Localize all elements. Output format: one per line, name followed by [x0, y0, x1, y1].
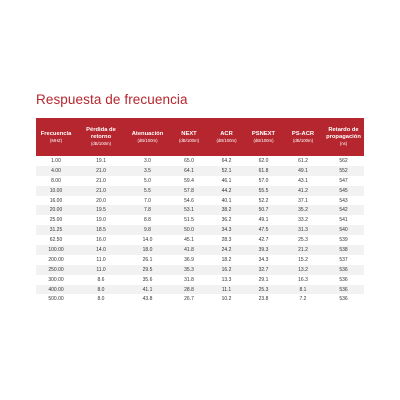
table-cell: 51.5	[184, 217, 194, 224]
table-row	[36, 166, 364, 176]
table-cell: 3.5	[144, 167, 151, 174]
table-cell: 23.8	[258, 296, 269, 303]
column-header-unit: (MHZ)	[49, 137, 63, 143]
table-cell: 14.0	[142, 237, 153, 244]
table-cell: 52.1	[221, 167, 232, 174]
table-cell: 7.8	[144, 207, 151, 214]
table-cell: 47.5	[258, 227, 269, 234]
table-cell: 26.1	[142, 256, 153, 263]
table-cell: 21.0	[96, 177, 106, 184]
table-row	[36, 285, 364, 295]
table-cell: 8.00	[51, 177, 61, 184]
table-cell: 53.1	[184, 207, 194, 214]
table-cell: 36.9	[184, 256, 194, 263]
table-cell: 35.6	[142, 276, 153, 283]
table-cell: 59.4	[184, 177, 194, 184]
table-cell: 10.2	[221, 296, 232, 303]
table-cell: 18.5	[96, 227, 106, 234]
column-header-label: Frecuencia	[40, 130, 72, 137]
table-cell: 21.0	[96, 187, 106, 194]
table-cell: 5.5	[144, 187, 151, 194]
table-cell: 40.1	[221, 197, 232, 204]
table-cell: 400.00	[48, 286, 64, 293]
column-header-unit: (dB/100m)	[137, 137, 158, 143]
table-cell: 35.3	[184, 266, 194, 273]
table-cell: 15.2	[298, 256, 308, 263]
table-cell: 1.00	[51, 157, 61, 164]
table-cell: 3.0	[144, 157, 151, 164]
table-cell: 536	[339, 266, 348, 273]
table-cell: 540	[339, 227, 348, 234]
table-cell: 62.0	[258, 157, 269, 164]
table-cell: 300.00	[48, 276, 64, 283]
table-cell: 7.0	[144, 197, 151, 204]
table-cell: 31.3	[298, 227, 308, 234]
table-cell: 542	[339, 207, 348, 214]
table-cell: 9.8	[144, 227, 151, 234]
column-header	[126, 118, 169, 156]
column-header-unit: (dB/100m)	[253, 137, 274, 143]
table-cell: 20.00	[49, 207, 63, 214]
table-cell: 536	[339, 286, 348, 293]
table-row	[36, 294, 364, 304]
column-header	[323, 118, 364, 156]
table-cell: 26.7	[184, 296, 194, 303]
table-cell: 25.00	[49, 217, 63, 224]
table-row	[36, 186, 364, 196]
table-body	[36, 156, 364, 304]
table-cell: 64.1	[184, 167, 194, 174]
table-cell: 64.2	[221, 157, 232, 164]
table-cell: 8.0	[97, 286, 105, 293]
table-cell: 200.00	[48, 256, 64, 263]
table-cell: 19.1	[96, 157, 106, 164]
column-header-label: ACR	[220, 130, 233, 137]
table-cell: 541	[339, 217, 348, 224]
table-cell: 11.1	[221, 286, 232, 293]
table-cell: 16.0	[96, 237, 106, 244]
table-row	[36, 176, 364, 186]
table-cell: 4.00	[51, 167, 61, 174]
column-header-unit: (dB/100m)	[178, 137, 200, 143]
table-cell: 562	[339, 157, 348, 164]
frequency-response-table	[36, 118, 364, 304]
table-cell: 21.2	[298, 246, 308, 253]
table-cell: 39.3	[258, 246, 269, 253]
table-cell: 19.0	[96, 217, 106, 224]
column-header-label: Retardo de propagación	[326, 127, 361, 141]
table-cell: 61.2	[298, 157, 308, 164]
table-cell: 8.0	[97, 296, 105, 303]
table-cell: 28.3	[221, 237, 232, 244]
table-row	[36, 225, 364, 235]
table-cell: 34.3	[221, 227, 232, 234]
table-cell: 38.2	[221, 207, 232, 214]
table-cell: 13.3	[221, 276, 232, 283]
table-cell: 8.6	[97, 276, 105, 283]
column-header-label: Atenuación	[131, 130, 164, 137]
table-cell: 25.3	[258, 286, 269, 293]
column-header	[76, 118, 126, 156]
table-cell: 32.7	[258, 266, 269, 273]
table-cell: 8.1	[299, 286, 307, 293]
table-cell: 50.7	[258, 207, 269, 214]
table-cell: 13.2	[298, 266, 308, 273]
table-cell: 539	[339, 237, 348, 244]
table-cell: 52.2	[258, 197, 269, 204]
table-cell: 42.7	[258, 237, 269, 244]
table-cell: 547	[339, 177, 348, 184]
table-cell: 41.8	[184, 246, 194, 253]
column-header-unit: (dB/100m)	[90, 141, 112, 147]
table-cell: 100.00	[48, 246, 64, 253]
table-cell: 8.8	[144, 217, 151, 224]
table-cell: 41.2	[298, 187, 308, 194]
table-cell: 33.2	[298, 217, 308, 224]
table-cell: 41.1	[142, 286, 153, 293]
table-cell: 29.1	[258, 276, 269, 283]
table-cell: 536	[339, 276, 348, 283]
column-header-unit: (dB/100m)	[292, 137, 314, 143]
table-row	[36, 245, 364, 255]
table-cell: 65.0	[184, 157, 194, 164]
column-header-unit: (dB/100m)	[216, 137, 237, 143]
table-cell: 543	[339, 197, 348, 204]
column-header	[36, 118, 76, 156]
table-row	[36, 156, 364, 166]
table-cell: 55.5	[258, 187, 269, 194]
table-cell: 35.2	[298, 207, 308, 214]
column-header-label: PSNEXT	[251, 130, 276, 137]
table-cell: 54.6	[184, 197, 194, 204]
table-cell: 16.3	[298, 276, 308, 283]
table-cell: 500.00	[48, 296, 64, 303]
table-cell: 545	[339, 187, 348, 194]
table-cell: 31.25	[49, 227, 63, 234]
table-cell: 14.0	[96, 246, 106, 253]
table-cell: 50.0	[184, 227, 194, 234]
table-cell: 18.0	[142, 246, 153, 253]
table-cell: 49.1	[298, 167, 308, 174]
table-cell: 43.8	[142, 296, 153, 303]
page-title: Respuesta de frecuencia	[36, 92, 188, 107]
table-cell: 250.00	[48, 266, 64, 273]
table-cell: 49.1	[258, 217, 269, 224]
table-cell: 36.2	[221, 217, 232, 224]
table-cell: 43.1	[298, 177, 308, 184]
table-cell: 61.8	[258, 167, 269, 174]
table-cell: 19.5	[96, 207, 106, 214]
table-row	[36, 265, 364, 275]
table-cell: 62.50	[49, 237, 63, 244]
table-cell: 18.2	[221, 256, 232, 263]
table-cell: 16.2	[221, 266, 232, 273]
table-cell: 536	[339, 296, 348, 303]
table-row	[36, 205, 364, 215]
table-cell: 537	[339, 256, 348, 263]
table-cell: 44.2	[221, 187, 232, 194]
table-cell: 10.00	[49, 187, 63, 194]
table-cell: 34.3	[258, 256, 269, 263]
table-cell: 29.5	[142, 266, 153, 273]
table-cell: 46.1	[221, 177, 232, 184]
table-cell: 11.0	[96, 256, 106, 263]
table-cell: 5.0	[144, 177, 151, 184]
table-cell: 16.00	[49, 197, 63, 204]
column-header-label: NEXT	[181, 130, 197, 137]
table-cell: 31.8	[184, 276, 194, 283]
table-cell: 7.2	[299, 296, 307, 303]
table-row	[36, 196, 364, 206]
column-header	[209, 118, 244, 156]
table-cell: 37.1	[298, 197, 308, 204]
column-header	[169, 118, 209, 156]
table-cell: 21.0	[96, 167, 106, 174]
table-row	[36, 235, 364, 245]
table-cell: 25.3	[298, 237, 308, 244]
table-cell: 11.0	[96, 266, 106, 273]
column-header-label: PS-ACR	[291, 130, 315, 137]
column-header	[283, 118, 323, 156]
table-cell: 57.0	[258, 177, 269, 184]
table-cell: 552	[339, 167, 348, 174]
table-cell: 538	[339, 246, 348, 253]
table-cell: 45.1	[184, 237, 194, 244]
table-row	[36, 215, 364, 225]
table-cell: 57.8	[184, 187, 194, 194]
table-cell: 20.0	[96, 197, 106, 204]
table-cell: 24.2	[221, 246, 232, 253]
column-header	[244, 118, 283, 156]
table-header	[36, 118, 364, 156]
column-header-label: Pérdida de retorno	[86, 127, 116, 141]
column-header-unit: (ns)	[339, 141, 348, 147]
table-row	[36, 275, 364, 285]
table-cell: 28.8	[184, 286, 194, 293]
table-row	[36, 255, 364, 265]
